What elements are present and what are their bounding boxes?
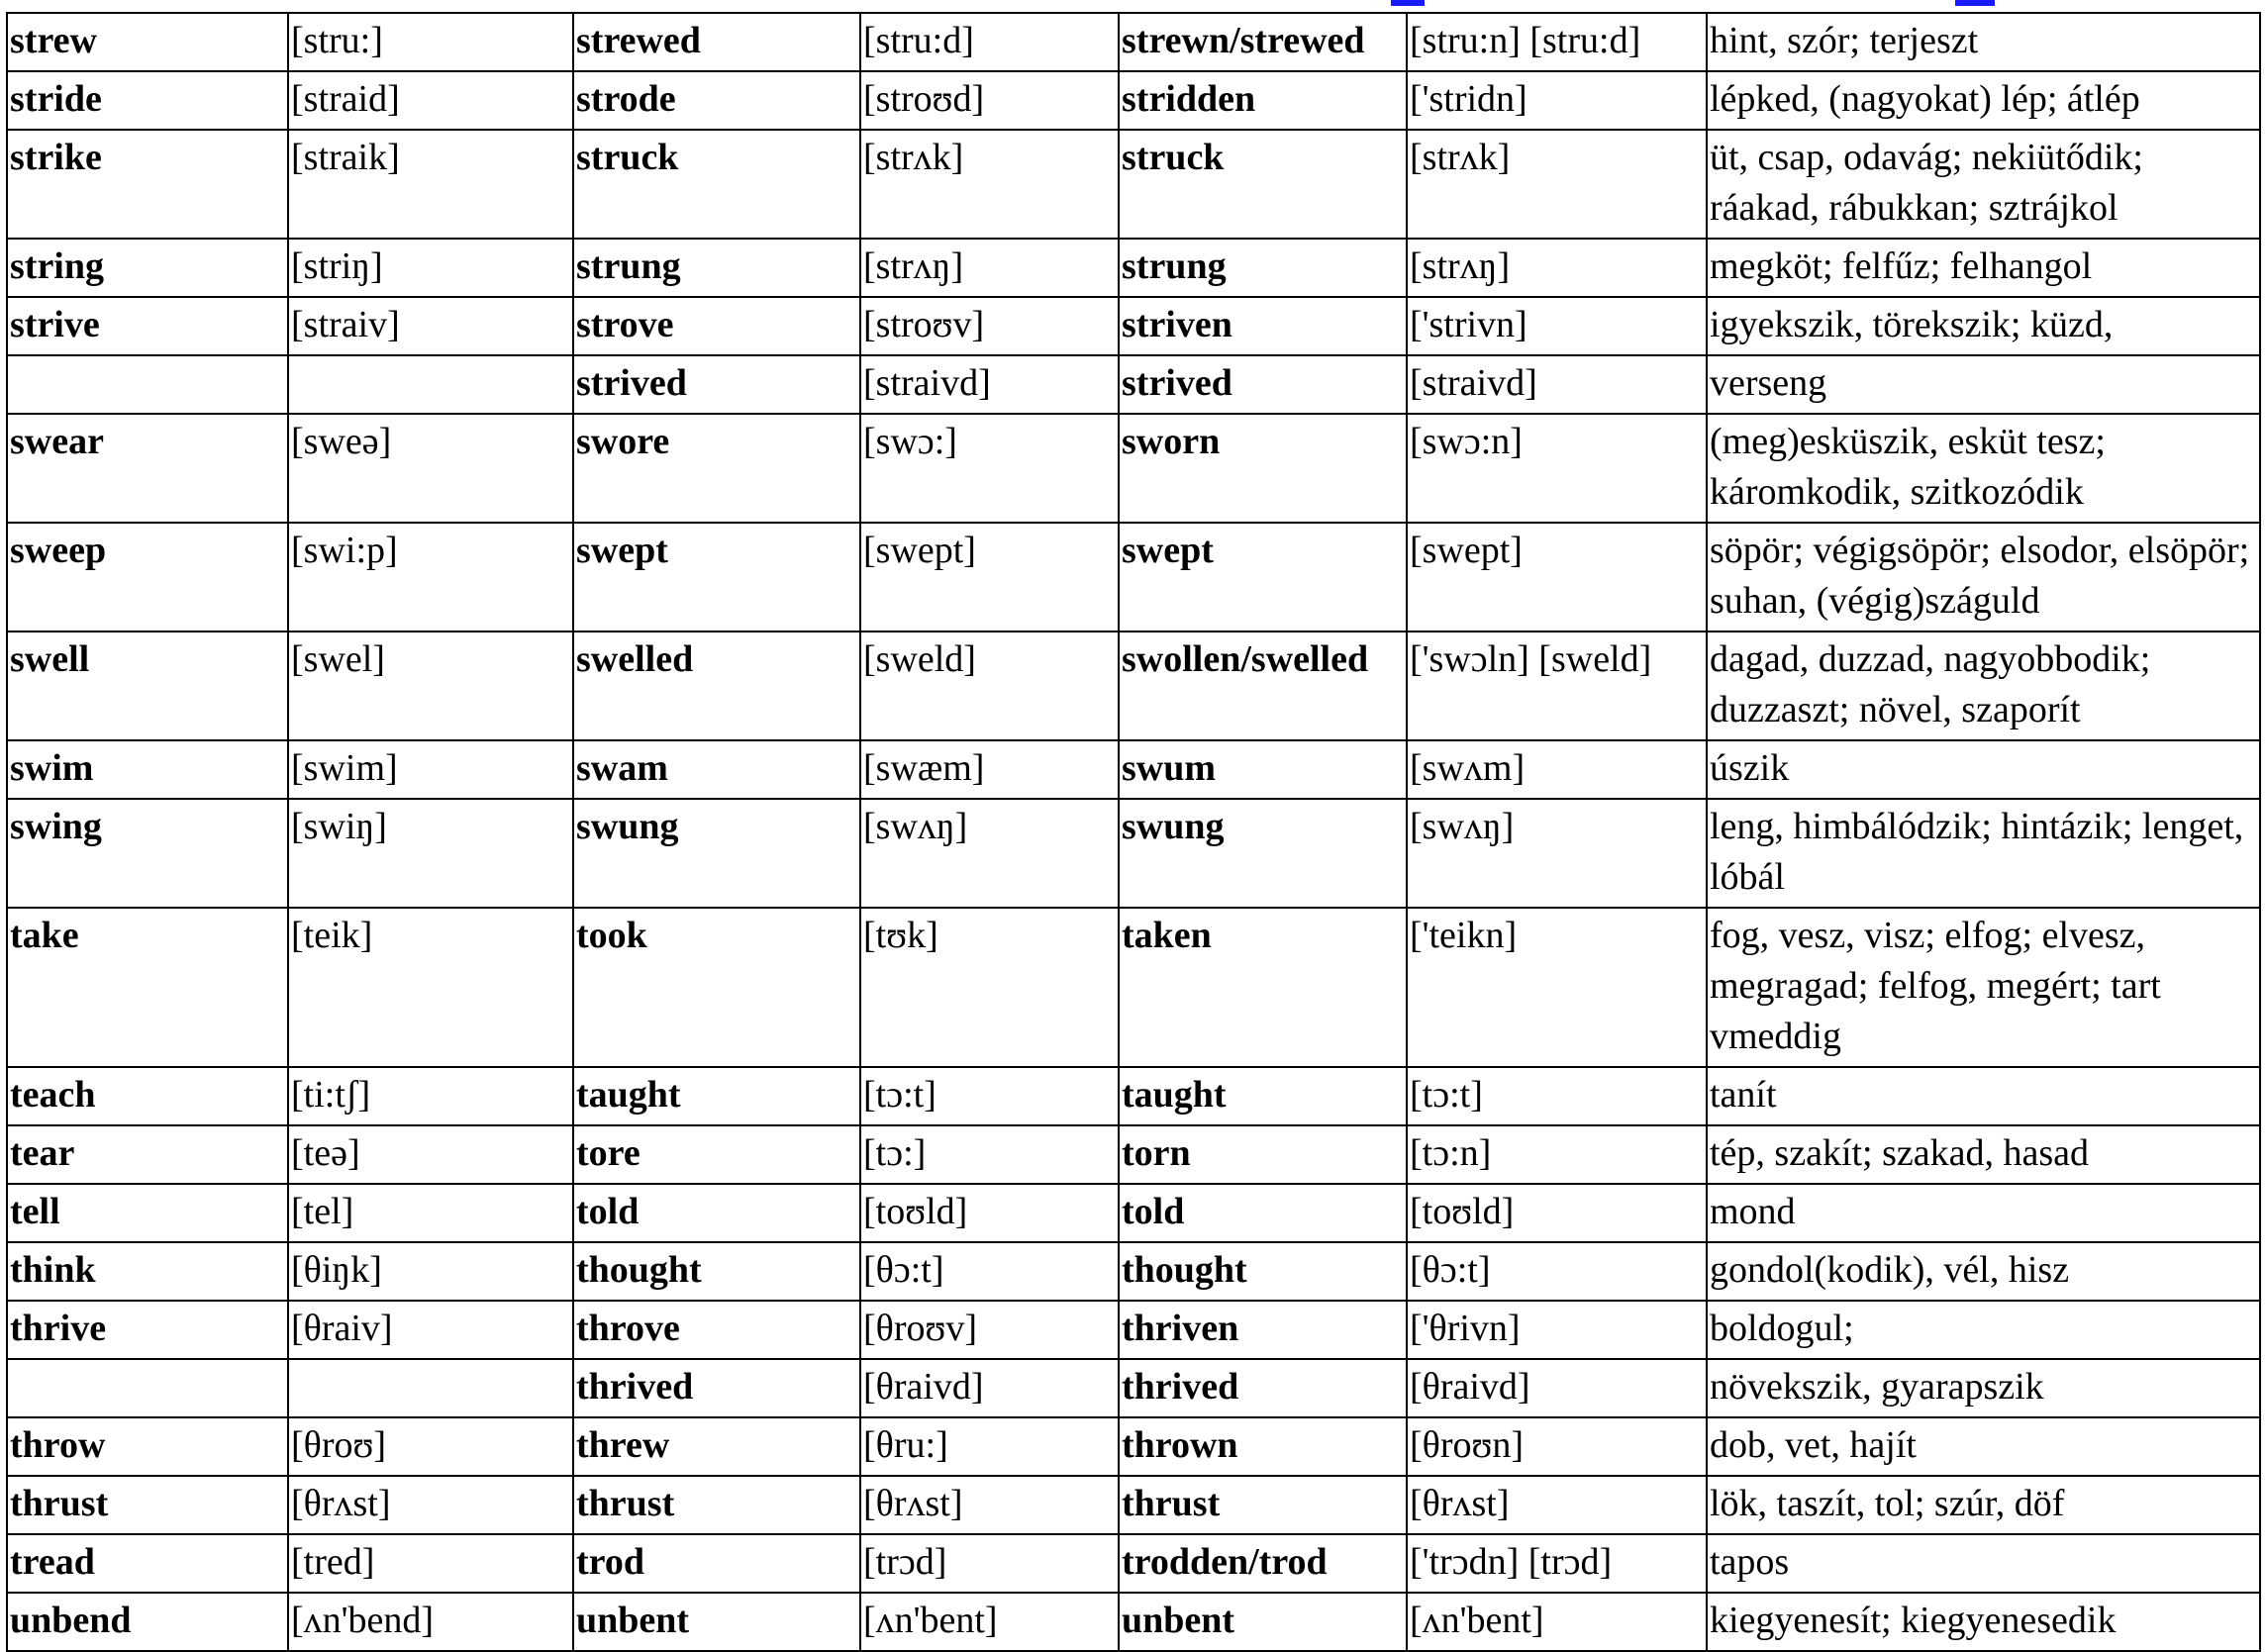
- participle-pronunciation-cell: ['strivn]: [1407, 297, 1707, 355]
- base-pronunciation-cell: [tred]: [288, 1534, 573, 1593]
- table-row: [7, 130, 2260, 239]
- hungarian-meaning-cell: hint, szór; terjeszt: [1707, 13, 2260, 71]
- table-row: [7, 1476, 2260, 1534]
- past-participle-cell: strived: [1119, 355, 1407, 414]
- past-participle-cell: thrust: [1119, 1476, 1407, 1534]
- base-form-cell: strive: [7, 297, 288, 355]
- base-pronunciation-cell: [288, 1359, 573, 1417]
- past-pronunciation-cell: [straivd]: [860, 355, 1119, 414]
- past-participle-cell: strung: [1119, 239, 1407, 297]
- past-participle-cell: striven: [1119, 297, 1407, 355]
- irregular-verbs-table: [6, 12, 2261, 1652]
- hungarian-meaning-cell: kiegyenesít; kiegyenesedik: [1707, 1593, 2260, 1651]
- participle-pronunciation-cell: [strʌk]: [1407, 130, 1707, 239]
- base-form-cell: swell: [7, 632, 288, 740]
- table-row: [7, 799, 2260, 908]
- base-form-cell: unbend: [7, 1593, 288, 1651]
- hungarian-meaning-cell: igyekszik, törekszik; küzd,: [1707, 297, 2260, 355]
- past-participle-cell: taken: [1119, 908, 1407, 1067]
- past-participle-cell: torn: [1119, 1125, 1407, 1184]
- participle-pronunciation-cell: [straivd]: [1407, 355, 1707, 414]
- base-form-cell: tread: [7, 1534, 288, 1593]
- past-pronunciation-cell: [swept]: [860, 523, 1119, 632]
- base-pronunciation-cell: [288, 355, 573, 414]
- past-pronunciation-cell: [tʊk]: [860, 908, 1119, 1067]
- past-pronunciation-cell: [strʌk]: [860, 130, 1119, 239]
- past-participle-cell: struck: [1119, 130, 1407, 239]
- cut-off-header-strip: [0, 0, 2266, 8]
- past-pronunciation-cell: [swæm]: [860, 740, 1119, 799]
- past-simple-cell: thought: [573, 1242, 860, 1301]
- past-simple-cell: trod: [573, 1534, 860, 1593]
- participle-pronunciation-cell: [swʌm]: [1407, 740, 1707, 799]
- past-pronunciation-cell: [strʌŋ]: [860, 239, 1119, 297]
- participle-pronunciation-cell: [θroʊn]: [1407, 1417, 1707, 1476]
- past-participle-cell: told: [1119, 1184, 1407, 1242]
- past-participle-cell: stridden: [1119, 71, 1407, 130]
- table-row: [7, 632, 2260, 740]
- base-pronunciation-cell: [striŋ]: [288, 239, 573, 297]
- past-pronunciation-cell: [ʌn'bent]: [860, 1593, 1119, 1651]
- past-simple-cell: strung: [573, 239, 860, 297]
- base-form-cell: stride: [7, 71, 288, 130]
- table-row: [7, 1593, 2260, 1651]
- base-form-cell: take: [7, 908, 288, 1067]
- past-simple-cell: strewed: [573, 13, 860, 71]
- participle-pronunciation-cell: [θɔ:t]: [1407, 1242, 1707, 1301]
- base-form-cell: tell: [7, 1184, 288, 1242]
- table-row: [7, 414, 2260, 523]
- hungarian-meaning-cell: fog, vesz, visz; elfog; elvesz, megragad; felfog, megért; tart vmeddig: [1707, 908, 2260, 1067]
- past-pronunciation-cell: [toʊld]: [860, 1184, 1119, 1242]
- base-pronunciation-cell: [stru:]: [288, 13, 573, 71]
- base-pronunciation-cell: [θroʊ]: [288, 1417, 573, 1476]
- past-simple-cell: swelled: [573, 632, 860, 740]
- past-pronunciation-cell: [tɔ:]: [860, 1125, 1119, 1184]
- past-simple-cell: strove: [573, 297, 860, 355]
- table-row: [7, 1067, 2260, 1125]
- table-row: [7, 1242, 2260, 1301]
- table-row: [7, 13, 2260, 71]
- table-row: [7, 355, 2260, 414]
- participle-pronunciation-cell: [swept]: [1407, 523, 1707, 632]
- base-form-cell: swing: [7, 799, 288, 908]
- participle-pronunciation-cell: ['stridn]: [1407, 71, 1707, 130]
- past-simple-cell: swore: [573, 414, 860, 523]
- base-pronunciation-cell: [ʌn'bend]: [288, 1593, 573, 1651]
- participle-pronunciation-cell: [toʊld]: [1407, 1184, 1707, 1242]
- hungarian-meaning-cell: úszik: [1707, 740, 2260, 799]
- base-pronunciation-cell: [swiŋ]: [288, 799, 573, 908]
- table-row: [7, 1359, 2260, 1417]
- hungarian-meaning-cell: mond: [1707, 1184, 2260, 1242]
- hungarian-meaning-cell: növekszik, gyarapszik: [1707, 1359, 2260, 1417]
- hungarian-meaning-cell: lépked, (nagyokat) lép; átlép: [1707, 71, 2260, 130]
- base-form-cell: strew: [7, 13, 288, 71]
- past-pronunciation-cell: [θɔ:t]: [860, 1242, 1119, 1301]
- hungarian-meaning-cell: gondol(kodik), vél, hisz: [1707, 1242, 2260, 1301]
- past-pronunciation-cell: [swʌŋ]: [860, 799, 1119, 908]
- past-participle-cell: thought: [1119, 1242, 1407, 1301]
- base-pronunciation-cell: [swi:p]: [288, 523, 573, 632]
- base-form-cell: think: [7, 1242, 288, 1301]
- table-row: [7, 740, 2260, 799]
- base-form-cell: thrust: [7, 1476, 288, 1534]
- hungarian-meaning-cell: söpör; végigsöpör; elsodor, elsöpör; suhan, (végig)száguld: [1707, 523, 2260, 632]
- hungarian-meaning-cell: verseng: [1707, 355, 2260, 414]
- past-simple-cell: swam: [573, 740, 860, 799]
- hungarian-meaning-cell: boldogul;: [1707, 1301, 2260, 1359]
- participle-pronunciation-cell: ['θrivn]: [1407, 1301, 1707, 1359]
- base-pronunciation-cell: [teik]: [288, 908, 573, 1067]
- past-simple-cell: tore: [573, 1125, 860, 1184]
- past-simple-cell: strived: [573, 355, 860, 414]
- hungarian-meaning-cell: dob, vet, hajít: [1707, 1417, 2260, 1476]
- table-row: [7, 239, 2260, 297]
- participle-pronunciation-cell: [tɔ:n]: [1407, 1125, 1707, 1184]
- base-form-cell: string: [7, 239, 288, 297]
- base-pronunciation-cell: [straid]: [288, 71, 573, 130]
- table-row: [7, 1534, 2260, 1593]
- table-row: [7, 1184, 2260, 1242]
- participle-pronunciation-cell: ['trɔdn] [trɔd]: [1407, 1534, 1707, 1593]
- base-pronunciation-cell: [swim]: [288, 740, 573, 799]
- past-participle-cell: thrived: [1119, 1359, 1407, 1417]
- base-pronunciation-cell: [tel]: [288, 1184, 573, 1242]
- past-participle-cell: swollen/swelled: [1119, 632, 1407, 740]
- past-simple-cell: swung: [573, 799, 860, 908]
- participle-pronunciation-cell: [stru:n] [stru:d]: [1407, 13, 1707, 71]
- past-pronunciation-cell: [sweld]: [860, 632, 1119, 740]
- hungarian-meaning-cell: lök, taszít, tol; szúr, döf: [1707, 1476, 2260, 1534]
- past-pronunciation-cell: [stru:d]: [860, 13, 1119, 71]
- participle-pronunciation-cell: ['teikn]: [1407, 908, 1707, 1067]
- hungarian-meaning-cell: megköt; felfűz; felhangol: [1707, 239, 2260, 297]
- past-pronunciation-cell: [tɔ:t]: [860, 1067, 1119, 1125]
- past-participle-cell: sworn: [1119, 414, 1407, 523]
- base-form-cell: swear: [7, 414, 288, 523]
- hungarian-meaning-cell: tapos: [1707, 1534, 2260, 1593]
- past-pronunciation-cell: [trɔd]: [860, 1534, 1119, 1593]
- base-pronunciation-cell: [sweə]: [288, 414, 573, 523]
- base-pronunciation-cell: [straiv]: [288, 297, 573, 355]
- table-row: [7, 523, 2260, 632]
- participle-pronunciation-cell: [swʌŋ]: [1407, 799, 1707, 908]
- participle-pronunciation-cell: [θrʌst]: [1407, 1476, 1707, 1534]
- participle-pronunciation-cell: [swɔ:n]: [1407, 414, 1707, 523]
- base-form-cell: throw: [7, 1417, 288, 1476]
- hungarian-meaning-cell: leng, himbálódzik; hintázik; lenget, lóbál: [1707, 799, 2260, 908]
- base-form-cell: [7, 1359, 288, 1417]
- past-participle-cell: thriven: [1119, 1301, 1407, 1359]
- participle-pronunciation-cell: [strʌŋ]: [1407, 239, 1707, 297]
- past-simple-cell: swept: [573, 523, 860, 632]
- past-participle-cell: swept: [1119, 523, 1407, 632]
- verb-table-body: [7, 13, 2260, 1651]
- hungarian-meaning-cell: tanít: [1707, 1067, 2260, 1125]
- base-pronunciation-cell: [swel]: [288, 632, 573, 740]
- table-row: [7, 71, 2260, 130]
- base-form-cell: [7, 355, 288, 414]
- past-simple-cell: throve: [573, 1301, 860, 1359]
- table-row: [7, 1417, 2260, 1476]
- base-form-cell: thrive: [7, 1301, 288, 1359]
- table-row: [7, 297, 2260, 355]
- base-form-cell: swim: [7, 740, 288, 799]
- past-pronunciation-cell: [θru:]: [860, 1417, 1119, 1476]
- base-pronunciation-cell: [straik]: [288, 130, 573, 239]
- hungarian-meaning-cell: tép, szakít; szakad, hasad: [1707, 1125, 2260, 1184]
- past-pronunciation-cell: [θrʌst]: [860, 1476, 1119, 1534]
- base-form-cell: teach: [7, 1067, 288, 1125]
- past-participle-cell: thrown: [1119, 1417, 1407, 1476]
- past-pronunciation-cell: [θraivd]: [860, 1359, 1119, 1417]
- participle-pronunciation-cell: ['swɔln] [sweld]: [1407, 632, 1707, 740]
- past-participle-cell: unbent: [1119, 1593, 1407, 1651]
- base-pronunciation-cell: [θrʌst]: [288, 1476, 573, 1534]
- base-pronunciation-cell: [teə]: [288, 1125, 573, 1184]
- past-pronunciation-cell: [θroʊv]: [860, 1301, 1119, 1359]
- participle-pronunciation-cell: [tɔ:t]: [1407, 1067, 1707, 1125]
- base-form-cell: tear: [7, 1125, 288, 1184]
- participle-pronunciation-cell: [θraivd]: [1407, 1359, 1707, 1417]
- past-simple-cell: told: [573, 1184, 860, 1242]
- participle-pronunciation-cell: [ʌn'bent]: [1407, 1593, 1707, 1651]
- past-simple-cell: thrust: [573, 1476, 860, 1534]
- past-simple-cell: struck: [573, 130, 860, 239]
- hungarian-meaning-cell: (meg)esküszik, esküt tesz; káromkodik, szitkozódik: [1707, 414, 2260, 523]
- past-participle-cell: strewn/strewed: [1119, 13, 1407, 71]
- past-simple-cell: threw: [573, 1417, 860, 1476]
- base-pronunciation-cell: [θiŋk]: [288, 1242, 573, 1301]
- cut-off-header-mark: [1955, 0, 1995, 6]
- base-pronunciation-cell: [ti:tʃ]: [288, 1067, 573, 1125]
- table-row: [7, 1125, 2260, 1184]
- past-simple-cell: thrived: [573, 1359, 860, 1417]
- past-simple-cell: strode: [573, 71, 860, 130]
- past-simple-cell: unbent: [573, 1593, 860, 1651]
- table-row: [7, 1301, 2260, 1359]
- base-pronunciation-cell: [θraiv]: [288, 1301, 573, 1359]
- past-participle-cell: swum: [1119, 740, 1407, 799]
- past-participle-cell: trodden/trod: [1119, 1534, 1407, 1593]
- past-simple-cell: taught: [573, 1067, 860, 1125]
- past-simple-cell: took: [573, 908, 860, 1067]
- past-participle-cell: taught: [1119, 1067, 1407, 1125]
- cut-off-header-mark: [1391, 0, 1425, 6]
- base-form-cell: strike: [7, 130, 288, 239]
- past-participle-cell: swung: [1119, 799, 1407, 908]
- table-row: [7, 908, 2260, 1067]
- hungarian-meaning-cell: üt, csap, odavág; nekiütődik; ráakad, rábukkan; sztrájkol: [1707, 130, 2260, 239]
- past-pronunciation-cell: [swɔ:]: [860, 414, 1119, 523]
- past-pronunciation-cell: [stroʊd]: [860, 71, 1119, 130]
- hungarian-meaning-cell: dagad, duzzad, nagyobbodik; duzzaszt; növel, szaporít: [1707, 632, 2260, 740]
- base-form-cell: sweep: [7, 523, 288, 632]
- past-pronunciation-cell: [stroʊv]: [860, 297, 1119, 355]
